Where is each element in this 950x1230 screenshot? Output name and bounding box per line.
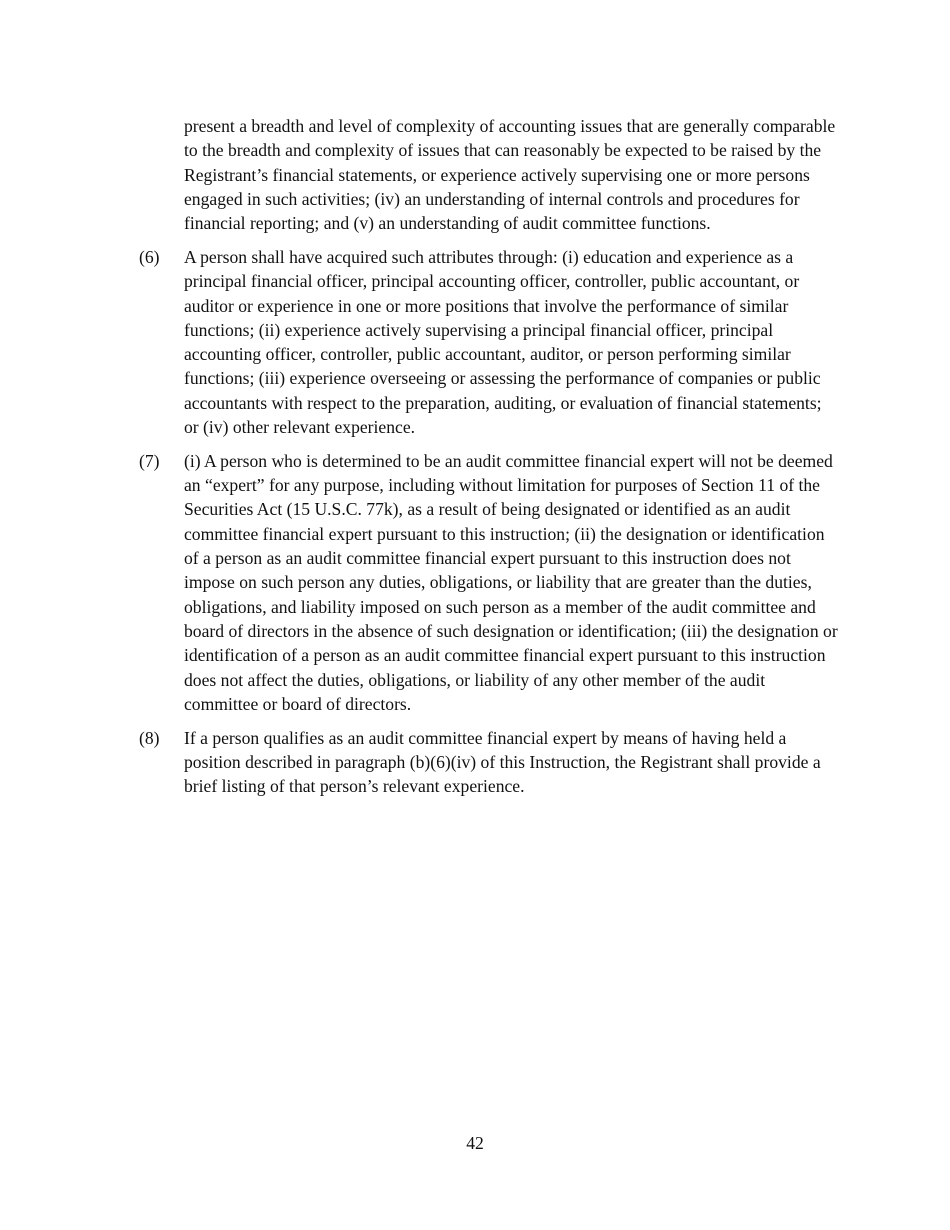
paragraph-text: If a person qualifies as an audit committee financial expert by means of having held a position described in paragraph (b)(6)(iv) of this Instruction, the Registrant shall provide a brief listing of that person’s relevant experience.: [184, 727, 821, 797]
paragraph-number: (7): [139, 450, 160, 471]
paragraph-item-6: [139, 245, 839, 439]
paragraph-text: (i) A person who is determined to be an audit committee financial expert will not be deemed an “expert” for any purpose, including without limitation for purposes of Section 11 of the Securities Act (15 U.S.C. 77k), as a result of being designated or identified as an audit committee financial expert pursuant to this instruction; (ii) the designation or identification of a person as an audit committee financial expert pursuant to this instruction does not impose on such person any duties, obligations, or liability that are greater than the duties, obligations, and liability imposed on such person as a member of the audit committee and board of directors in the absence of such designation or identification; (iii) the designation or identification of a person as an audit committee financial expert pursuant to this instruction does not affect the duties, obligations, or liability of any other member of the audit committee or board of directors.: [184, 450, 838, 714]
continuation-paragraph: [139, 114, 839, 235]
paragraph-item-8: [139, 726, 839, 799]
paragraph-text: present a breadth and level of complexity of accounting issues that are generally comparable to the breadth and complexity of issues that can reasonably be expected to be raised by the Registrant’s financial statements, or experience actively supervising one or more persons engaged in such activities; (iv) an understanding of internal controls and procedures for financial reporting; and (v) an understanding of audit committee functions.: [184, 116, 836, 234]
page-number: 42: [466, 1133, 484, 1153]
paragraph-item-7: [139, 449, 839, 716]
document-body: [139, 114, 839, 808]
paragraph-number: (6): [139, 246, 160, 267]
paragraph-number: (8): [139, 727, 160, 748]
paragraph-text: A person shall have acquired such attributes through: (i) education and experience as a principal financial officer, principal accounting officer, controller, public accountant, or auditor or experience in one or more positions that involve the performance of similar functions; (ii) experience actively supervising a principal financial officer, principal accounting officer, controller, public accountant, auditor, or person performing similar functions; (iii) experience overseeing or assessing the performance of companies or public accountants with respect to the preparation, auditing, or evaluation of financial statements; or (iv) other relevant experience.: [184, 246, 822, 438]
